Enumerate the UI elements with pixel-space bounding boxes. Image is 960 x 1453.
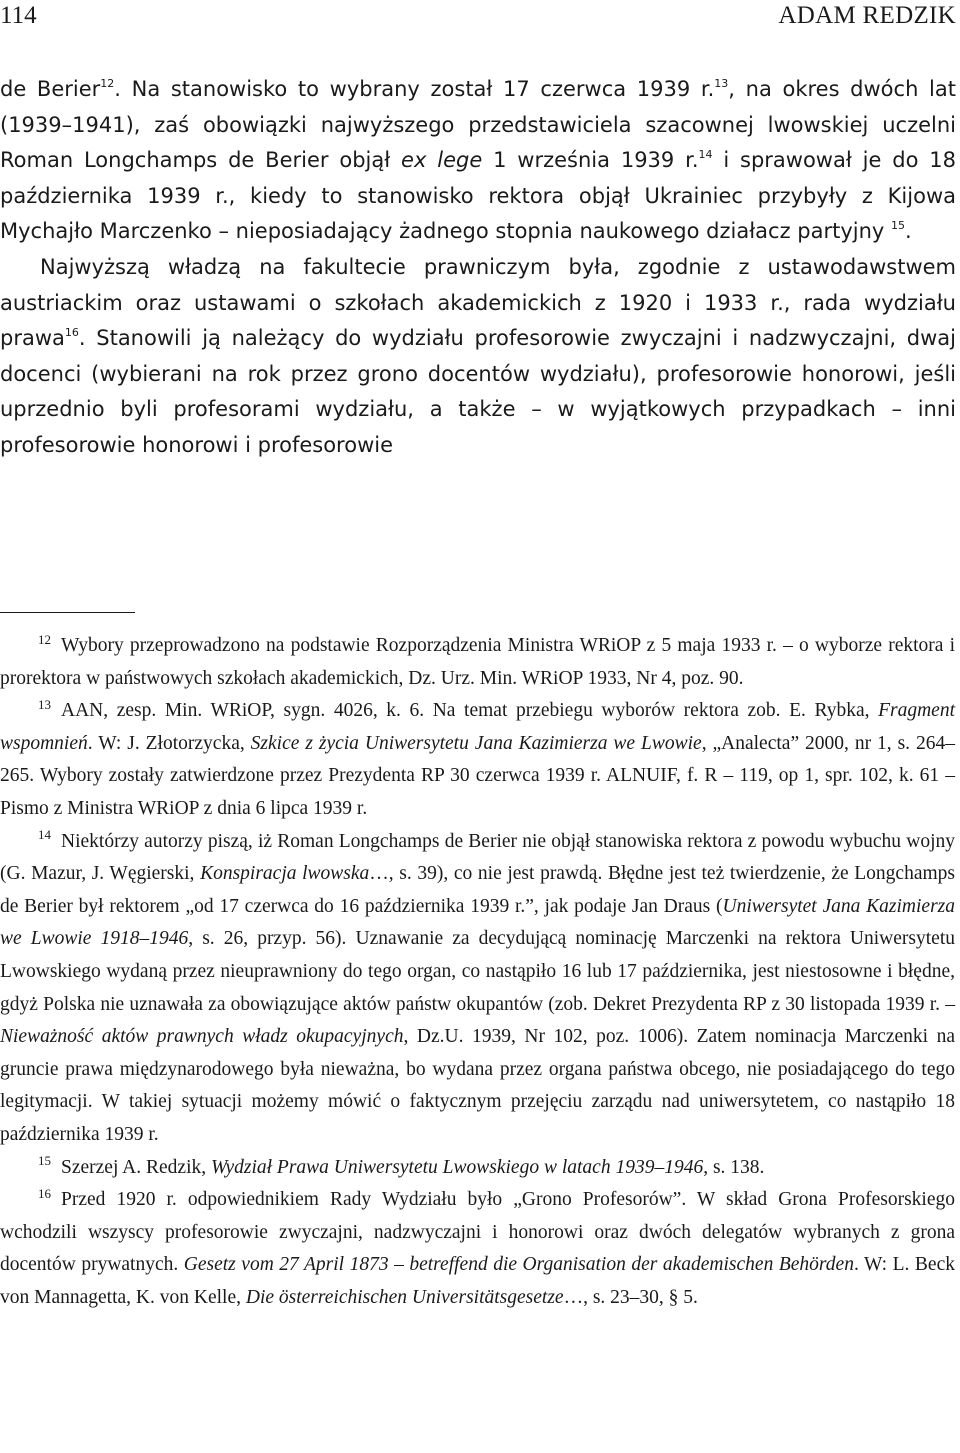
text-run: Szerzej A. Redzik,	[61, 1156, 211, 1178]
footnote-ref: 15	[891, 219, 906, 233]
text-run: . Na stanowisko to wybrany został 17 czerwca 1939 r.	[114, 77, 715, 101]
text-run: , s. 138.	[703, 1156, 765, 1178]
text-run: , „Analecta” 2000, nr 1, s. 264–265. Wybory zostały zatwierdzone przez Prezydenta RP 30 czerwca 1939 r. ALNUIF, f. R – 119, op 1, spr. 102, k. 61 – Pismo z Ministra WRiOP z dnia 6 lipca 1939 r.	[0, 732, 955, 819]
italic-text: Gesetz vom 27 April 1873 – betreffend die Organisation der akademischen Behörden	[183, 1254, 854, 1276]
text-run: , na okres dwóch lat (1939–1941), zaś obowiązki najwyższego przedstawiciela szacownej lwowskiej uczelni Roman Longchamps de Berier objął	[0, 77, 956, 173]
footnote	[0, 630, 955, 695]
italic-text: Uniwersytet Jana Kazimierza we Lwowie 1918–1946	[0, 895, 956, 950]
footnote-ref: 12	[100, 77, 115, 91]
text-run: …, s. 23–30, § 5.	[563, 1286, 698, 1308]
italic-text: Szkice z życia Uniwersytetu Jana Kazimierza we Lwowie	[250, 732, 702, 754]
body-paragraph	[0, 250, 956, 464]
footnote-ref: 16	[64, 326, 79, 340]
text-run: . W: L. Beck von Mannagetta, K. von Kelle,	[0, 1254, 955, 1308]
text-run: Wybory przeprowadzono na podstawie Rozporządzenia Ministra WRiOP z 5 maja 1933 r. – o wyborze rektora i prorektora w państwowych szkołach akademickich, Dz. Urz. Min. WRiOP 1933, Nr 4, poz. 90.	[0, 635, 955, 689]
footnote	[0, 1152, 955, 1185]
footnote-number: 15	[38, 1153, 51, 1169]
text-run: AAN, zesp. Min. WRiOP, sygn. 4026, k. 6. Na temat przebiegu wyborów rektora zob. E. Rybka,	[61, 700, 879, 722]
footnote-separator	[0, 612, 135, 613]
footnote-ref: 13	[714, 77, 729, 91]
main-text	[0, 72, 956, 464]
italic-text: ex lege	[401, 148, 483, 173]
body-paragraph	[0, 72, 956, 250]
footnote-number: 14	[38, 827, 51, 843]
footnote	[0, 1184, 955, 1314]
footnotes	[0, 630, 955, 1314]
footnote	[0, 826, 955, 1152]
text-run: de Berier	[0, 77, 101, 101]
text-run: Przed 1920 r. odpowiednikiem Rady Wydziału było „Grono Profesorów”. W skład Grona Profesorskiego wchodzili wszyscy profesorowie zwyczajni, nadzwyczajni i honorowi oraz dwóch delegatów wybranych z grona docentów prywatnych.	[0, 1189, 955, 1276]
text-run: .	[905, 219, 912, 244]
footnote	[0, 695, 955, 825]
footnote-number: 12	[38, 631, 51, 647]
italic-text: Konspiracja lwowska	[200, 863, 370, 885]
text-run: , s. 26, przyp. 56). Uznawanie za decydującą nominację Marczenki na rektora Uniwersytetu Lwowskiego wydaną przez nieuprawniony do tego organ, co nastąpiło 16 lub 17 października, jest niestosowne i błędne, gdyż Polska nie uznawała za obowiązujące aktów państw okupantów (zob. Dekret Prezydenta RP z 30 listopada 1939 r. –	[0, 928, 955, 1015]
text-run: . Stanowili ją należący do wydziału profesorowie zwyczajni i nadzwyczajni, dwaj docenci (wybierani na rok przez grono docentów wydziału), profesorowie honorowi, jeśli uprzednio byli profesorami wydziału, a także – w wyjątkowych przypadkach – inni profesorowie honorowi i profesorowie	[0, 326, 956, 457]
text-run: Najwyższą władzą na fakultecie prawniczym była, zgodnie z ustawodawstwem austriackim oraz ustawami o szkołach akademickich z 1920 i 1933 r., rada wydziału prawa	[0, 254, 956, 351]
italic-text: Wydział Prawa Uniwersytetu Lwowskiego w latach 1939–1946	[211, 1156, 704, 1178]
text-run: , Dz.U. 1939, Nr 102, poz. 1006). Zatem nominacja Marczenki na gruncie prawa międzynarodowego była nieważna, bo wydana przez organa państwa obcego, nie posiadającego do tego legitymacji. W takiej sytuacji możemy mówić o faktycznym przejęciu zarządu nad uniwersytetem, co nastąpiło 18 października 1939 r.	[0, 1026, 955, 1145]
italic-text: Die österreichischen Universitätsgesetze	[245, 1286, 564, 1308]
text-run: i sprawował je do 18 października 1939 r., kiedy to stanowisko rektora objął Ukrainiec przybyły z Kijowa Mychajło Marczenko – nieposiadający żadnego stopnia naukowego działacz partyjny	[0, 148, 956, 244]
text-run: 1 września 1939 r.	[482, 148, 699, 173]
italic-text: Fragment wspomnień	[0, 700, 955, 754]
text-run: …, s. 39), co nie jest prawdą. Błędne jest też twierdzenie, że Longchamps de Berier był rektorem „od 17 czerwca do 16 października 1939 r.”, jak podaje Jan Draus (	[0, 863, 955, 917]
text-run: Niektórzy autorzy piszą, iż Roman Longchamps de Berier nie objął stanowiska rektora z powodu wybuchu wojny (G. Mazur, J. Węgierski,	[0, 830, 955, 885]
footnote-ref: 14	[698, 148, 713, 162]
page-number: 114	[0, 2, 37, 29]
footnote-number: 13	[38, 697, 51, 713]
page-header	[0, 2, 956, 36]
italic-text: Nieważność aktów prawnych władz okupacyjnych	[0, 1026, 404, 1048]
footnote-number: 16	[38, 1185, 51, 1201]
running-head: ADAM REDZIK	[778, 2, 956, 29]
text-run: . W: J. Złotorzycka,	[87, 732, 251, 754]
